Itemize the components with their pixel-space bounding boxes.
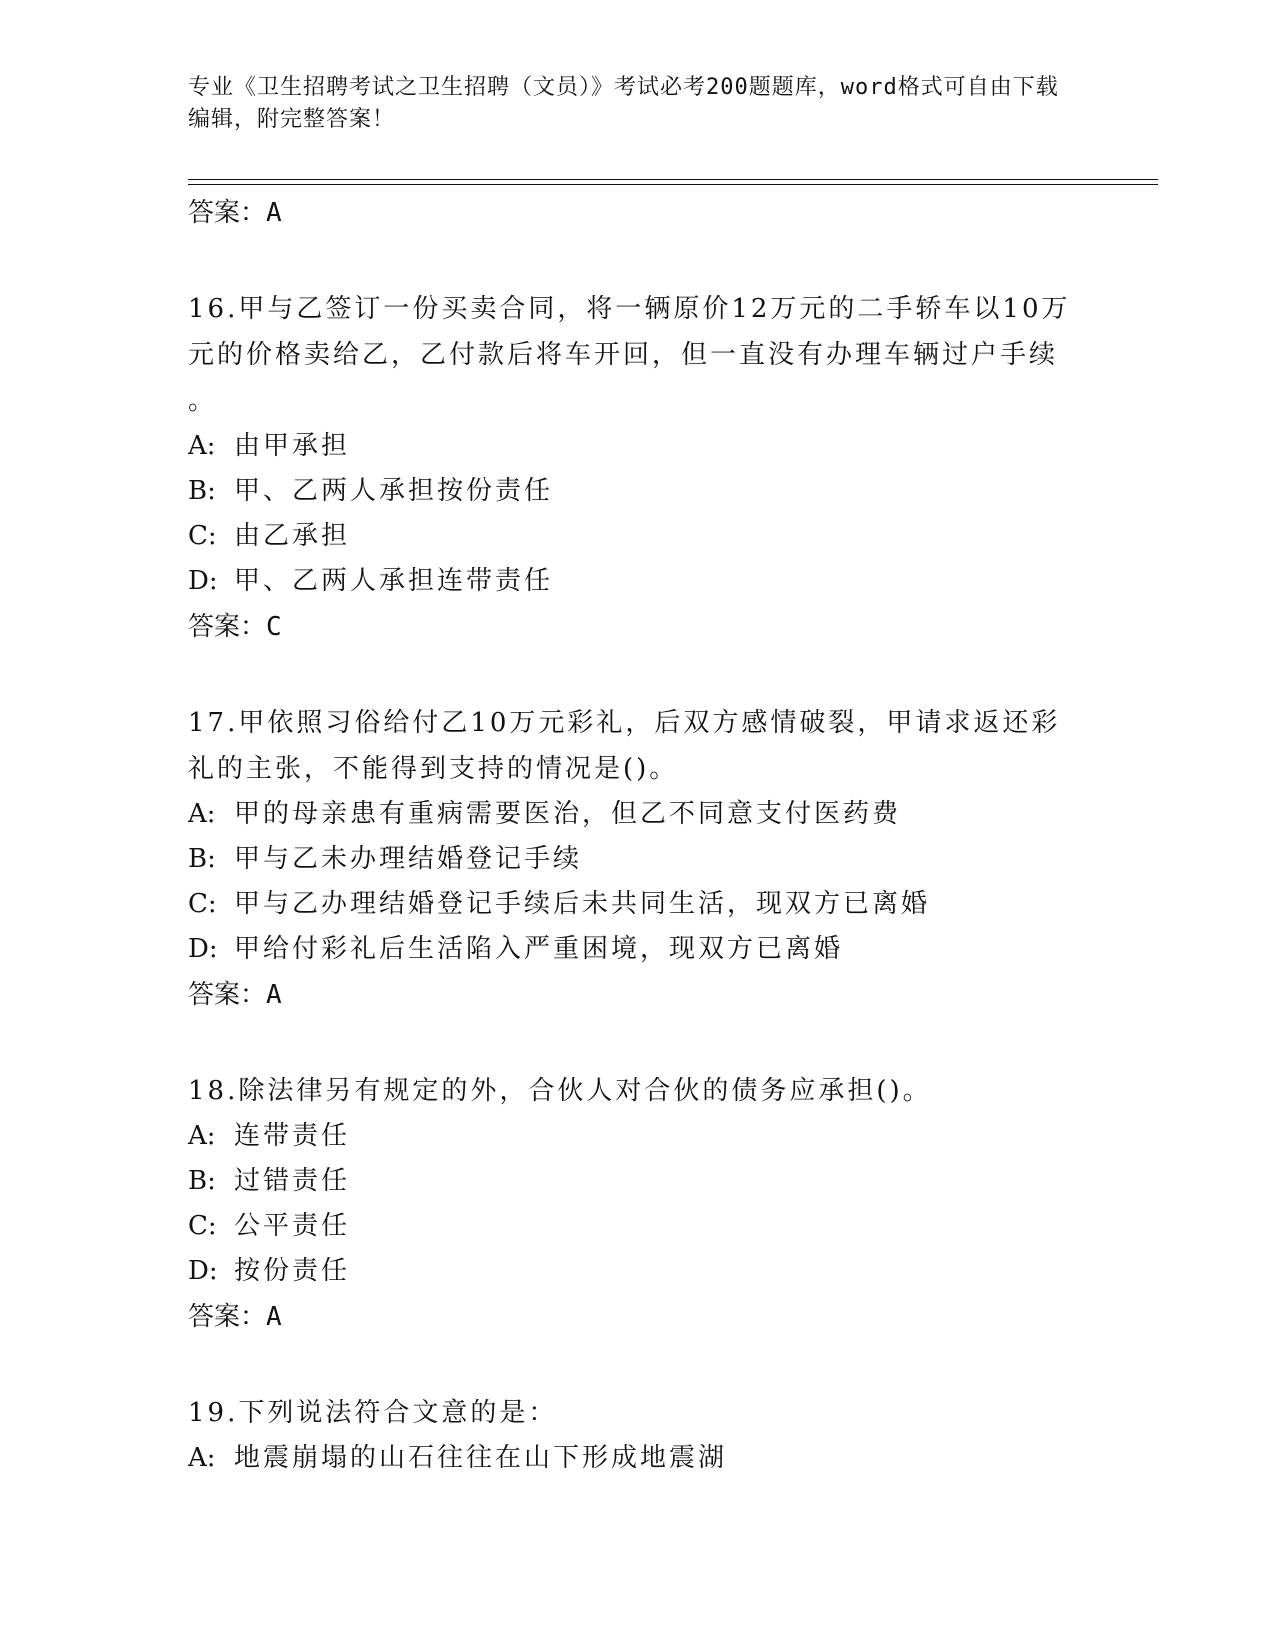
question-block	[188, 1390, 1088, 1481]
option-b	[188, 469, 1088, 514]
option-c	[188, 514, 1088, 559]
question-stem-line: 19.下列说法符合文意的是：	[188, 1398, 558, 1428]
option-letter: D:	[188, 566, 218, 596]
answer-label: 答案：	[188, 612, 267, 642]
option-letter: C:	[188, 521, 217, 551]
option-b	[188, 837, 1088, 882]
option-text: 甲与乙办理结婚登记手续后未共同生活，现双方已离婚	[234, 889, 931, 919]
question-block	[188, 286, 1088, 650]
option-text: 连带责任	[234, 1121, 351, 1151]
question-block	[188, 700, 1088, 1018]
answer-label: 答案：	[188, 1302, 267, 1332]
option-letter: D:	[188, 1256, 218, 1286]
option-text: 公平责任	[234, 1211, 351, 1241]
option-letter: B:	[188, 476, 216, 506]
option-c	[188, 1204, 1088, 1249]
answer-label: 答案：	[188, 980, 267, 1010]
answer-line	[188, 1294, 1088, 1340]
option-text: 甲给付彩礼后生活陷入严重困境，现双方已离婚	[234, 934, 844, 964]
option-a	[188, 424, 1088, 469]
option-letter: C:	[188, 1211, 217, 1241]
option-text: 甲的母亲患有重病需要医治，但乙不同意支付医药费	[234, 799, 902, 829]
answer-value: A	[266, 1302, 282, 1332]
option-letter: A:	[188, 1443, 216, 1473]
question-block	[188, 1068, 1088, 1340]
option-text: 甲、乙两人承担连带责任	[234, 566, 554, 596]
option-text: 由甲承担	[234, 431, 351, 461]
answer-value: A	[266, 198, 282, 228]
option-letter: B:	[188, 1166, 216, 1196]
option-text: 按份责任	[234, 1256, 351, 1286]
header-rule-bottom	[188, 184, 1158, 185]
option-text: 过错责任	[234, 1166, 351, 1196]
option-text: 地震崩塌的山石往往在山下形成地震湖	[234, 1443, 728, 1473]
option-c	[188, 882, 1088, 927]
answer-line	[188, 972, 1088, 1018]
option-letter: A:	[188, 431, 216, 461]
answer-value: C	[266, 612, 282, 642]
question-stem-line: 17.甲依照习俗给付乙10万元彩礼，后双方感情破裂，甲请求返还彩	[188, 708, 1061, 738]
answer-value: A	[266, 980, 282, 1010]
option-d	[188, 559, 1088, 604]
option-d	[188, 1249, 1088, 1294]
option-letter: A:	[188, 1121, 216, 1151]
answer-line	[188, 190, 1088, 236]
option-letter: C:	[188, 889, 217, 919]
option-d	[188, 927, 1088, 972]
option-letter: D:	[188, 934, 218, 964]
document-body	[188, 190, 1088, 1481]
option-text: 由乙承担	[234, 521, 351, 551]
answer-label: 答案：	[188, 198, 267, 228]
question-stem-line: 元的价格卖给乙，乙付款后将车开回，但一直没有办理车辆过户手续	[188, 340, 1059, 370]
document-header: 专业《卫生招聘考试之卫生招聘（文员）》考试必考200题题库，word格式可自由下载编辑，附完整答案！	[188, 75, 1059, 132]
option-letter: A:	[188, 799, 216, 829]
option-a	[188, 1436, 1088, 1481]
question-stem-line: 18.除法律另有规定的外，合伙人对合伙的债务应承担()。	[188, 1076, 932, 1106]
question-stem-line: 16.甲与乙签订一份买卖合同，将一辆原价12万元的二手轿车以10万	[188, 294, 1071, 324]
option-b	[188, 1159, 1088, 1204]
option-a	[188, 792, 1088, 837]
answer-line	[188, 604, 1088, 650]
question-stem-line: 。	[188, 386, 218, 416]
option-letter: B:	[188, 844, 216, 874]
option-text: 甲、乙两人承担按份责任	[234, 476, 554, 506]
option-text: 甲与乙未办理结婚登记手续	[234, 844, 583, 874]
option-a	[188, 1114, 1088, 1159]
question-stem-line: 礼的主张，不能得到支持的情况是()。	[188, 754, 679, 784]
header-rule-top	[188, 179, 1158, 180]
